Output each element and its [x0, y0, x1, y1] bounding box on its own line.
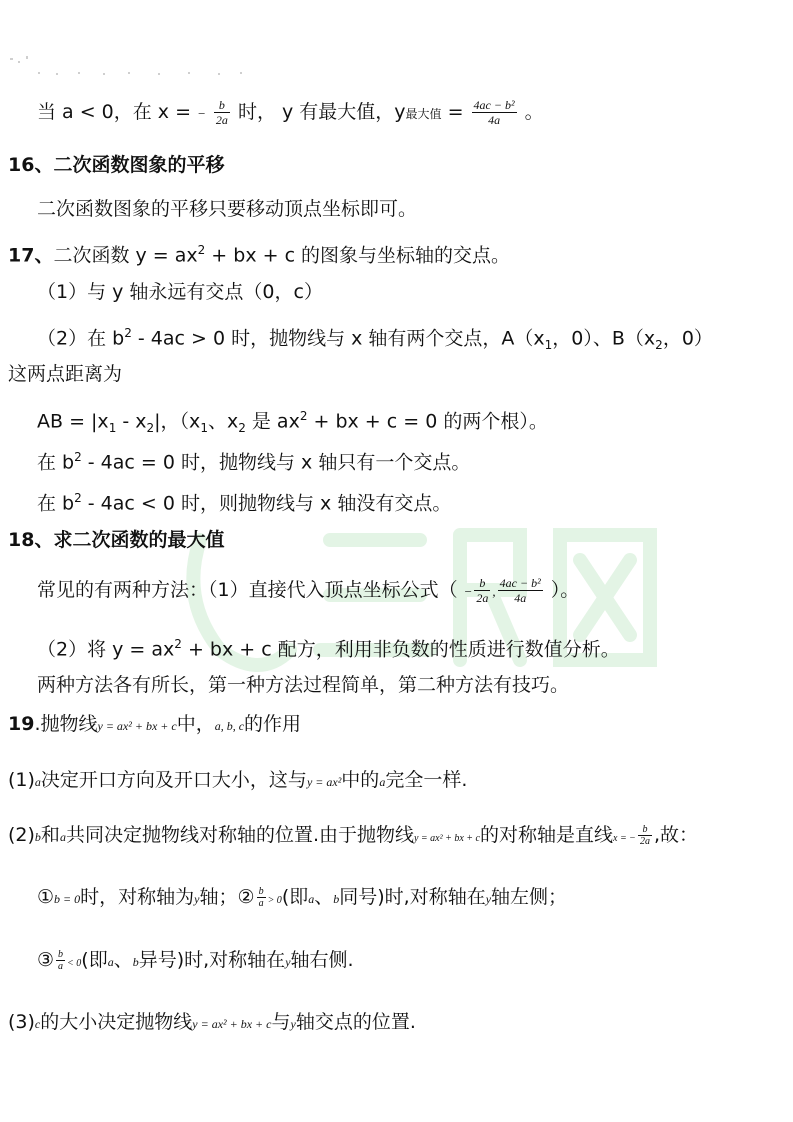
circled-two: ②: [237, 886, 255, 908]
section-17-point-1: （1）与 y 轴永远有交点（0，c）: [37, 281, 323, 303]
math: y = ax² + bx + c: [97, 719, 177, 733]
math: b: [132, 955, 139, 969]
subscript: 1: [200, 421, 208, 436]
max-subscript: 最大值: [405, 107, 442, 121]
section-18-method-2: [37, 632, 620, 661]
text: 在 b: [37, 451, 75, 474]
section-19-point-2: [8, 823, 698, 851]
section-16-body: 二次函数图象的平移只要移动顶点坐标即可。: [37, 198, 418, 220]
frac-numerator: b: [58, 949, 64, 960]
math: a: [107, 955, 114, 969]
discriminant-negative-line: [37, 486, 451, 515]
text: ，0）、B（x: [552, 327, 656, 350]
math: a: [59, 830, 66, 844]
heading-text: 二次函数 y = ax: [53, 244, 198, 267]
text: 完全一样.: [385, 769, 468, 791]
math: b: [34, 830, 41, 844]
math: y = ax²: [306, 775, 342, 789]
math: a: [308, 892, 315, 906]
text: 轴右侧.: [290, 949, 354, 971]
text: 异号)时,对称轴在: [138, 949, 286, 971]
frac-numerator: b: [258, 886, 264, 897]
frac-denominator: 2a: [639, 836, 650, 847]
text: (2): [8, 824, 35, 846]
text: 中的: [341, 769, 380, 791]
text: 在 b: [37, 492, 75, 515]
period: 。: [524, 101, 544, 123]
fraction-b-over-a: [56, 949, 65, 972]
math: a: [379, 775, 386, 789]
fraction-b-over-2a: [638, 824, 652, 847]
math: a, b, c: [214, 719, 245, 733]
text: 常见的有两种方法：（1）直接代入顶点坐标公式（: [37, 579, 458, 601]
section-16-heading: 16、二次函数图象的平移: [8, 154, 225, 176]
math: > 0: [267, 895, 282, 906]
section-19-heading: [8, 712, 301, 738]
superscript: 2: [174, 637, 182, 651]
math: c: [34, 1017, 41, 1031]
equals-sign: =: [447, 101, 464, 123]
frac-numerator: 4ac − b²: [473, 98, 515, 112]
frac-numerator: b: [474, 576, 490, 591]
math: y: [194, 892, 200, 906]
fraction-vertex-y: [498, 576, 543, 605]
superscript: 2: [197, 243, 206, 257]
text: ，0）: [662, 327, 713, 350]
section-17-point-2-cont: 这两点距离为: [8, 363, 123, 385]
max-value-text-2: 时， y 有最大值，y: [237, 101, 406, 123]
math: y: [485, 892, 492, 906]
subscript: 2: [655, 338, 663, 353]
text: 和: [40, 824, 60, 846]
fraction-b-over-2a: [474, 576, 490, 605]
section-19-case-3: [37, 948, 354, 976]
superscript: 2: [74, 491, 82, 505]
text: 、: [314, 886, 334, 908]
section-19-point-3: [8, 1010, 416, 1036]
subscript: 2: [146, 421, 155, 436]
section-17-heading: [8, 238, 510, 267]
section-18-heading: 18、求二次函数的最大值: [8, 529, 225, 551]
section-17-point-2: [37, 321, 713, 357]
text: 轴交点的位置.: [295, 1011, 416, 1033]
text: - 4ac = 0 时，抛物线与 x 轴只有一个交点。: [81, 451, 471, 474]
text: 的大小决定抛物线: [40, 1011, 193, 1033]
math: y = ax² + bx + c: [192, 1017, 272, 1031]
neg-sign: −: [463, 584, 473, 599]
text: 是 ax: [245, 410, 300, 433]
circled-one: ①: [37, 886, 55, 908]
frac-numerator: 4ac − b²: [499, 576, 541, 590]
text: |，（x: [154, 410, 201, 433]
superscript: 2: [124, 326, 132, 340]
discriminant-zero-line: [37, 445, 470, 474]
text: 、x: [207, 410, 239, 433]
heading-text-2: + bx + c 的图象与坐标轴的交点。: [205, 244, 511, 267]
text: + bx + c 配方，利用非负数的性质进行数值分析。: [181, 638, 620, 661]
max-value-line: [37, 98, 544, 127]
heading-number: 19: [8, 713, 35, 735]
section-18-summary: 两种方法各有所长，第一种方法过程简单，第二种方法有技巧。: [37, 674, 570, 696]
fraction-b-over-a: [257, 886, 266, 909]
text: （2）在 b: [37, 327, 125, 350]
text: ,故：: [653, 824, 698, 846]
text: 、: [113, 949, 133, 971]
section-19-point-1: [8, 768, 467, 794]
text: - x: [116, 410, 147, 433]
text: (即: [281, 886, 309, 908]
max-value-text: 当 a < 0，在 x =: [37, 101, 192, 123]
frac-denominator: a: [58, 961, 64, 972]
text: - 4ac > 0 时，抛物线与 x 轴有两个交点，A（x: [131, 327, 545, 350]
text: (1): [8, 769, 35, 791]
frac-denominator: 2a: [215, 113, 228, 127]
math: y: [290, 1017, 296, 1031]
circled-three: ③: [37, 949, 55, 971]
comma: ,: [492, 584, 496, 599]
section-18-method-1: [37, 576, 579, 605]
text: ）。: [550, 579, 580, 601]
text: 的对称轴是直线: [479, 824, 613, 846]
text: (即: [81, 949, 108, 971]
frac-denominator: 2a: [476, 591, 489, 605]
text: （2）将 y = ax: [37, 638, 175, 661]
math: y = ax² + bx + c: [413, 833, 480, 844]
frac-denominator: 4a: [514, 591, 527, 605]
text: AB = |x: [37, 410, 109, 433]
superscript: 2: [74, 450, 82, 464]
frac-numerator: b: [214, 98, 230, 113]
text: 共同决定抛物线对称轴的位置.由于抛物线: [65, 824, 414, 846]
math: x = −: [613, 833, 636, 844]
section-19-case-1-2: [37, 885, 567, 913]
text: 的作用: [244, 713, 302, 735]
text: 中，: [176, 713, 215, 735]
subscript: 1: [108, 421, 117, 436]
heading-number: 17、: [8, 244, 54, 267]
text: 轴；: [199, 886, 238, 908]
text: 与: [271, 1011, 291, 1033]
text: 同号)时,对称轴在: [339, 886, 486, 908]
text: 决定开口方向及开口大小，这与: [40, 769, 307, 791]
subscript: 1: [544, 338, 553, 353]
text: - 4ac < 0 时，则抛物线与 x 轴没有交点。: [81, 492, 452, 515]
frac-numerator: b: [638, 824, 652, 836]
math: a: [34, 775, 41, 789]
frac-denominator: 4a: [488, 113, 501, 127]
math: b = 0: [54, 892, 81, 906]
text: (3): [8, 1011, 35, 1033]
distance-formula-line: [37, 404, 548, 440]
text: 时，对称轴为: [80, 886, 195, 908]
scan-artifact: [8, 52, 248, 78]
math: b: [333, 892, 340, 906]
fraction-b-over-2a: [214, 98, 230, 127]
superscript: 2: [299, 409, 308, 423]
subscript: 2: [238, 421, 246, 436]
text: .抛物线: [34, 713, 98, 735]
math: y: [285, 955, 291, 969]
neg-sign: −: [197, 106, 206, 121]
frac-denominator: a: [258, 898, 264, 909]
math: < 0: [67, 958, 82, 969]
text: + bx + c = 0 的两个根）。: [307, 410, 548, 433]
text: 轴左侧；: [491, 886, 568, 908]
fraction-vertex-y: [472, 98, 517, 127]
